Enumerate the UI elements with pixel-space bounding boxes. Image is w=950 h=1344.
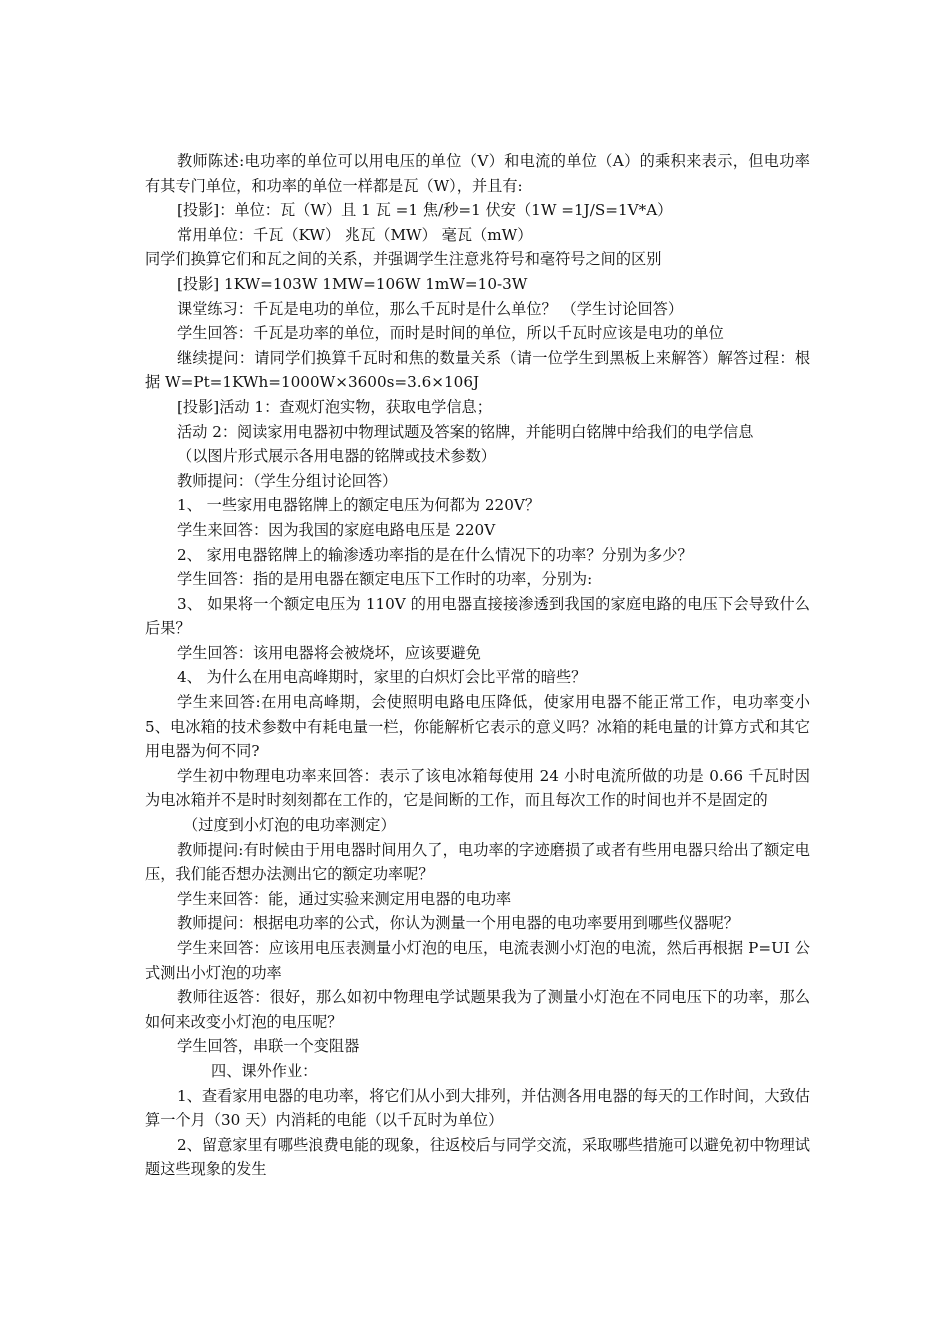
answer-5: 学生初中物理电功率来回答：表示了该电冰箱每使用 24 小时电流所做的功是 0.66 千瓦时因为电冰箱并不是时时刻刻都在工作的，它是间断的工作，而且每次工作的时间也并不是固定的: [145, 766, 810, 810]
homework-item-2: 2、留意家里有哪些浪费电能的现象，往返校后与同学交流，采取哪些措施可以避免初中物理试题这些现象的发生: [145, 1135, 810, 1179]
document-body: [145, 149, 810, 1182]
paragraph-class-exercise: 课堂练习：千瓦是电功的单位，那么千瓦时是什么单位？ （学生讨论回答）: [177, 299, 684, 318]
paragraph-activity-1: [投影]活动 1：查观灯泡实物，获取电学信息；: [177, 397, 492, 416]
answer-1: 学生来回答：因为我国的家庭电路电压是 220V: [177, 520, 496, 539]
paragraph-unit-conversion: 同学们换算它们和瓦之间的关系，并强调学生注意兆符号和毫符号之间的区别: [145, 250, 662, 269]
question-4: 4、 为什么在用电高峰期时，家里的白炽灯会比平常的暗些？: [177, 668, 587, 687]
paragraph-continue-question: 继续提问：请同学们换算千瓦时和焦的数量关系（请一位学生到黑板上来解答）解答过程：根据 W=Pt=1KWh=1000W×3600s=3.6×106J: [145, 348, 810, 392]
paragraph-activity-2: 活动 2：阅读家用电器初中物理试题及答案的铭牌，并能明白铭牌中给我们的电学信息: [177, 422, 754, 441]
paragraph-teacher-question-instruments: 教师提问：根据电功率的公式，你认为测量一个用电器的电功率要用到哪些仪器呢？: [177, 914, 739, 933]
paragraph-student-answer-rheostat: 学生回答，串联一个变阻器: [177, 1037, 360, 1056]
paragraph-common-units: 常用单位：千瓦（KW） 兆瓦（MW） 毫瓦（mW）: [177, 225, 533, 244]
paragraph-transition: （过度到小灯泡的电功率测定）: [183, 816, 396, 835]
paragraph-student-answer-instruments: 学生来回答：应该用电压表测量小灯泡的电压，电流表测小灯泡的电流，然后再根据 P=UI 公式测出小灯泡的功率: [145, 939, 810, 982]
paragraph-projection-unit: [投影]：单位：瓦（W）且 1 瓦 =1 焦/秒=1 伏安（1W =1J/S=1V*A）: [177, 201, 673, 220]
paragraph-teacher-question: 教师提问：（学生分组讨论回答）: [177, 471, 398, 490]
paragraph-teacher-reply: 教师往返答：很好，那么如初中物理电学试题果我为了测量小灯泡在不同电压下的功率，那么如何来改变小灯泡的电压呢？: [145, 988, 810, 1031]
homework-item-1: 1、查看家用电器的电功率，将它们从小到大排列，并估测各用电器的每天的工作时间，大致估算一个月（30 天）内消耗的电能（以千瓦时为单位）: [145, 1086, 810, 1130]
paragraph-teacher-statement: 教师陈述:电功率的单位可以用电压的单位（V）和电流的单位（A）的乘积来表示，但电功率有其专门单位，和功率的单位一样都是瓦（W），并且有:: [145, 152, 810, 195]
answer-3: 学生回答：该用电器将会被烧坏，应该要避免: [177, 643, 481, 662]
paragraph-student-answer-kwh: 学生回答：千瓦是功率的单位，而时是时间的单位，所以千瓦时应该是电功的单位: [177, 324, 724, 343]
paragraph-teacher-question-rated-power: 教师提问:有时候由于用电器时间用久了，电功率的字迹磨损了或者有些用电器只给出了额定电压，我们能否想办法测出它的额定功率呢？: [145, 840, 810, 884]
answer-4-question-5: 学生来回答:在用电高峰期，会使照明电路电压降低，使家用电器不能正常工作，电功率变小 5、电冰箱的技术参数中有耗电量一栏，你能解析它表示的意义吗？冰箱的耗电量的计算方式和其它用电器为何不同?: [145, 693, 810, 761]
paragraph-projection-conversion: [投影] 1KW=103W 1MW=106W 1mW=10-3W: [177, 274, 528, 293]
question-3: 3、 如果将一个额定电压为 110V 的用电器直接接渗透到我国的家庭电路的电压下会导致什么后果？: [145, 594, 810, 638]
answer-2: 学生回答：指的是用电器在额定电压下工作时的功率，分别为:: [177, 570, 593, 589]
paragraph-student-answer-experiment: 学生来回答：能，通过实验来测定用电器的电功率: [177, 889, 512, 908]
question-1: 1、 一些家用电器铭牌上的额定电压为何都为 220V？: [177, 496, 541, 515]
paragraph-image-note: （以图片形式展示各用电器的铭牌或技术参数）: [177, 447, 496, 466]
question-2: 2、 家用电器铭牌上的输渗透功率指的是在什么情况下的功率？分别为多少？: [177, 545, 693, 564]
section-heading-homework: 四、课外作业：: [211, 1061, 318, 1080]
